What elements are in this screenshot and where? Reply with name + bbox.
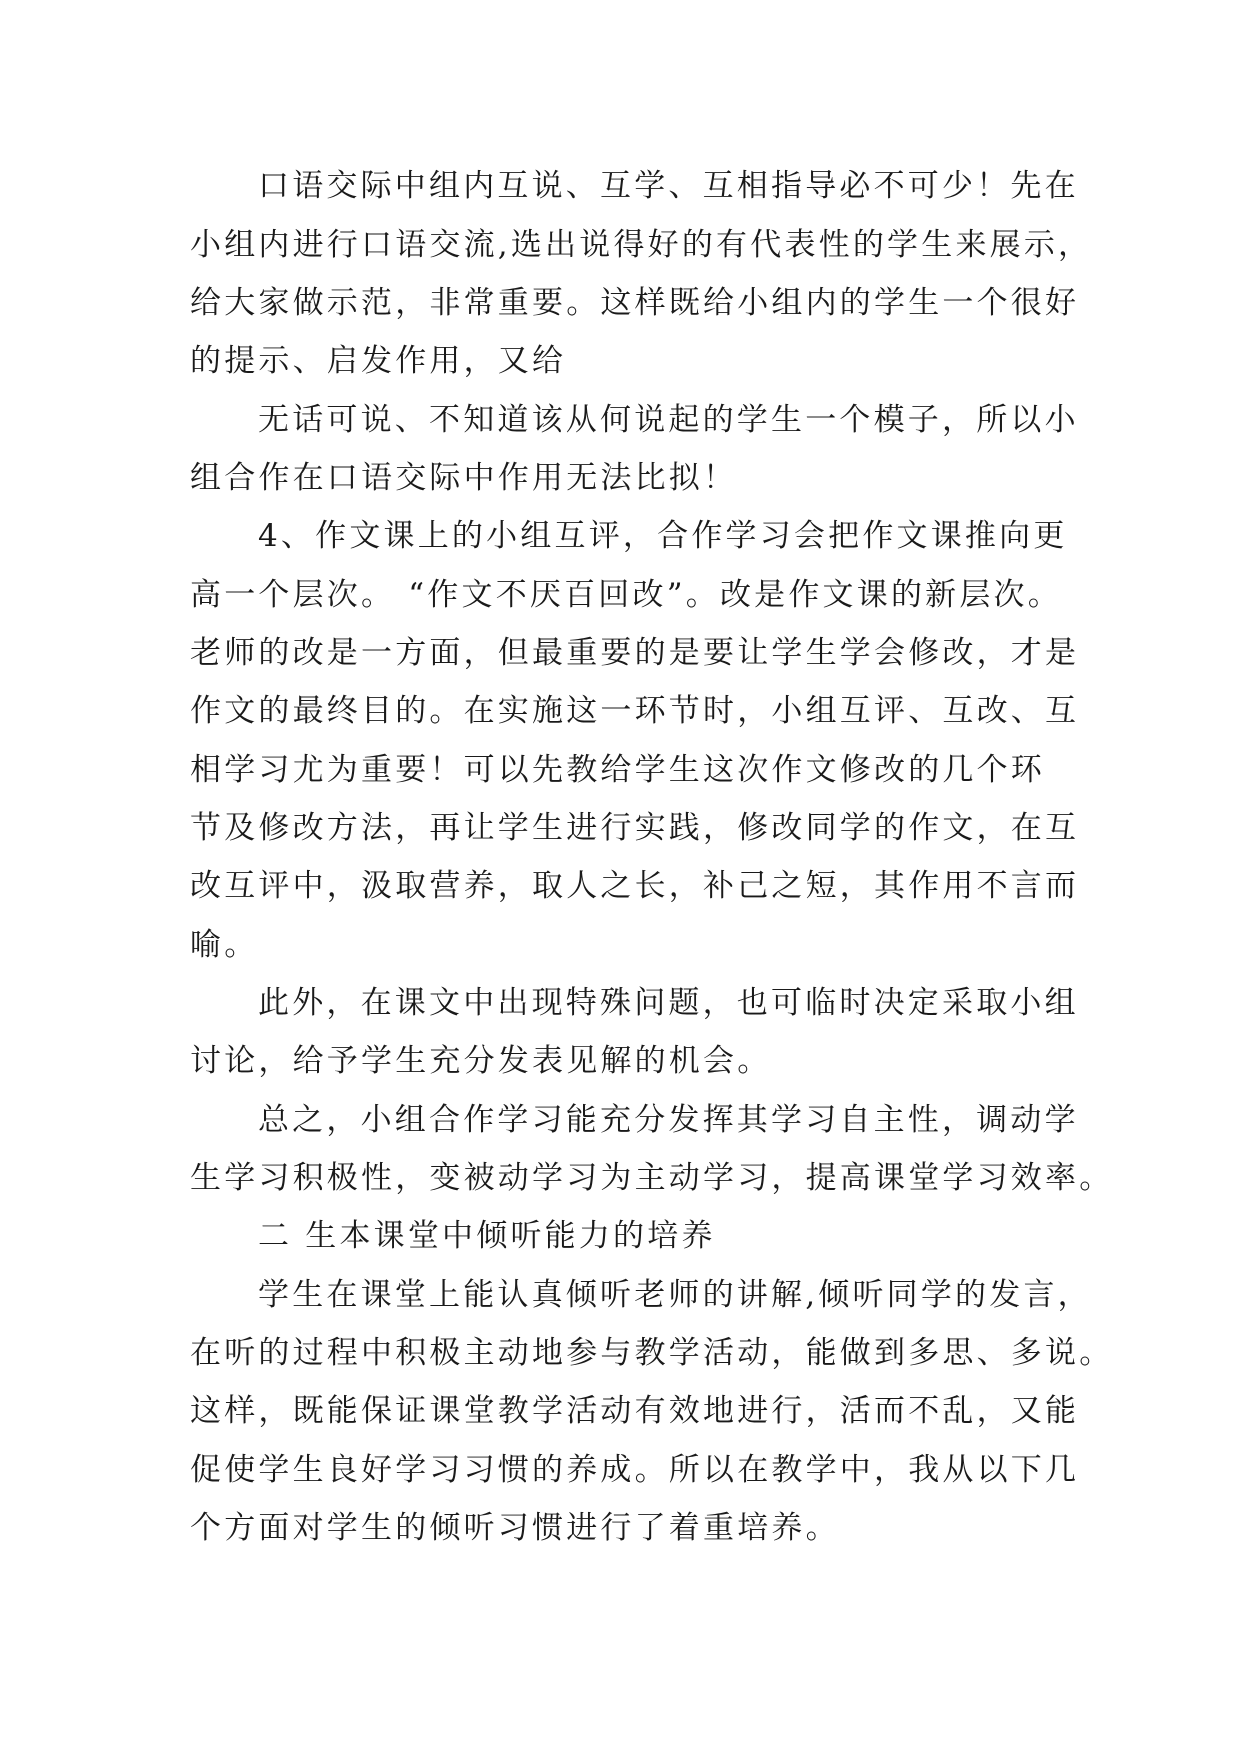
text-line: 在听的过程中积极主动地参与教学活动，能做到多思、多说。 — [190, 1335, 1114, 1371]
section-heading: 二 生本课堂中倾听能力的培养 — [258, 1218, 716, 1254]
text-line: 给大家做示范，非常重要。这样既给小组内的学生一个很好 — [190, 285, 1080, 321]
text-line: 的提示、启发作用，又给 — [190, 343, 567, 379]
text-line: 老师的改是一方面，但最重要的是要让学生学会修改，才是 — [190, 635, 1080, 671]
text-line: 节及修改方法，再让学生进行实践，修改同学的作文，在互 — [190, 810, 1080, 846]
text-line: 讨论，给予学生充分发表见解的机会。 — [190, 1043, 772, 1079]
text-line: 喻。 — [190, 927, 259, 963]
text-line: 个方面对学生的倾听习惯进行了着重培养。 — [190, 1510, 840, 1546]
text-line: 4、作文课上的小组互评，合作学习会把作文课推向更 — [258, 518, 1068, 554]
text-line: 相学习尤为重要！可以先教给学生这次作文修改的几个环 — [190, 752, 1045, 788]
text-line: 生学习积极性，变被动学习为主动学习，提高课堂学习效率。 — [190, 1160, 1114, 1196]
text-line: 学生在课堂上能认真倾听老师的讲解,倾听同学的发言， — [258, 1277, 1092, 1313]
text-line: 无话可说、不知道该从何说起的学生一个模子，所以小 — [258, 402, 1079, 438]
text-line: 这样，既能保证课堂教学活动有效地进行，活而不乱，又能 — [190, 1393, 1080, 1429]
text-line: 总之，小组合作学习能充分发挥其学习自主性，调动学 — [258, 1102, 1079, 1138]
text-line: 作文的最终目的。在实施这一环节时，小组互评、互改、互 — [190, 693, 1080, 729]
text-line: 改互评中，汲取营养，取人之长，补己之短，其作用不言而 — [190, 868, 1080, 904]
text-line: 此外，在课文中出现特殊问题，也可临时决定采取小组 — [258, 985, 1079, 1021]
text-line: 组合作在口语交际中作用无法比拟！ — [190, 460, 738, 496]
text-line: 高一个层次。 “作文不厌百回改”。改是作文课的新层次。 — [190, 577, 1062, 613]
text-line: 口语交际中组内互说、互学、互相指导必不可少！先在 — [258, 168, 1079, 204]
text-line: 促使学生良好学习习惯的养成。所以在教学中，我从以下几 — [190, 1452, 1080, 1488]
text-line: 小组内进行口语交流,选出说得好的有代表性的学生来展示， — [190, 227, 1093, 263]
